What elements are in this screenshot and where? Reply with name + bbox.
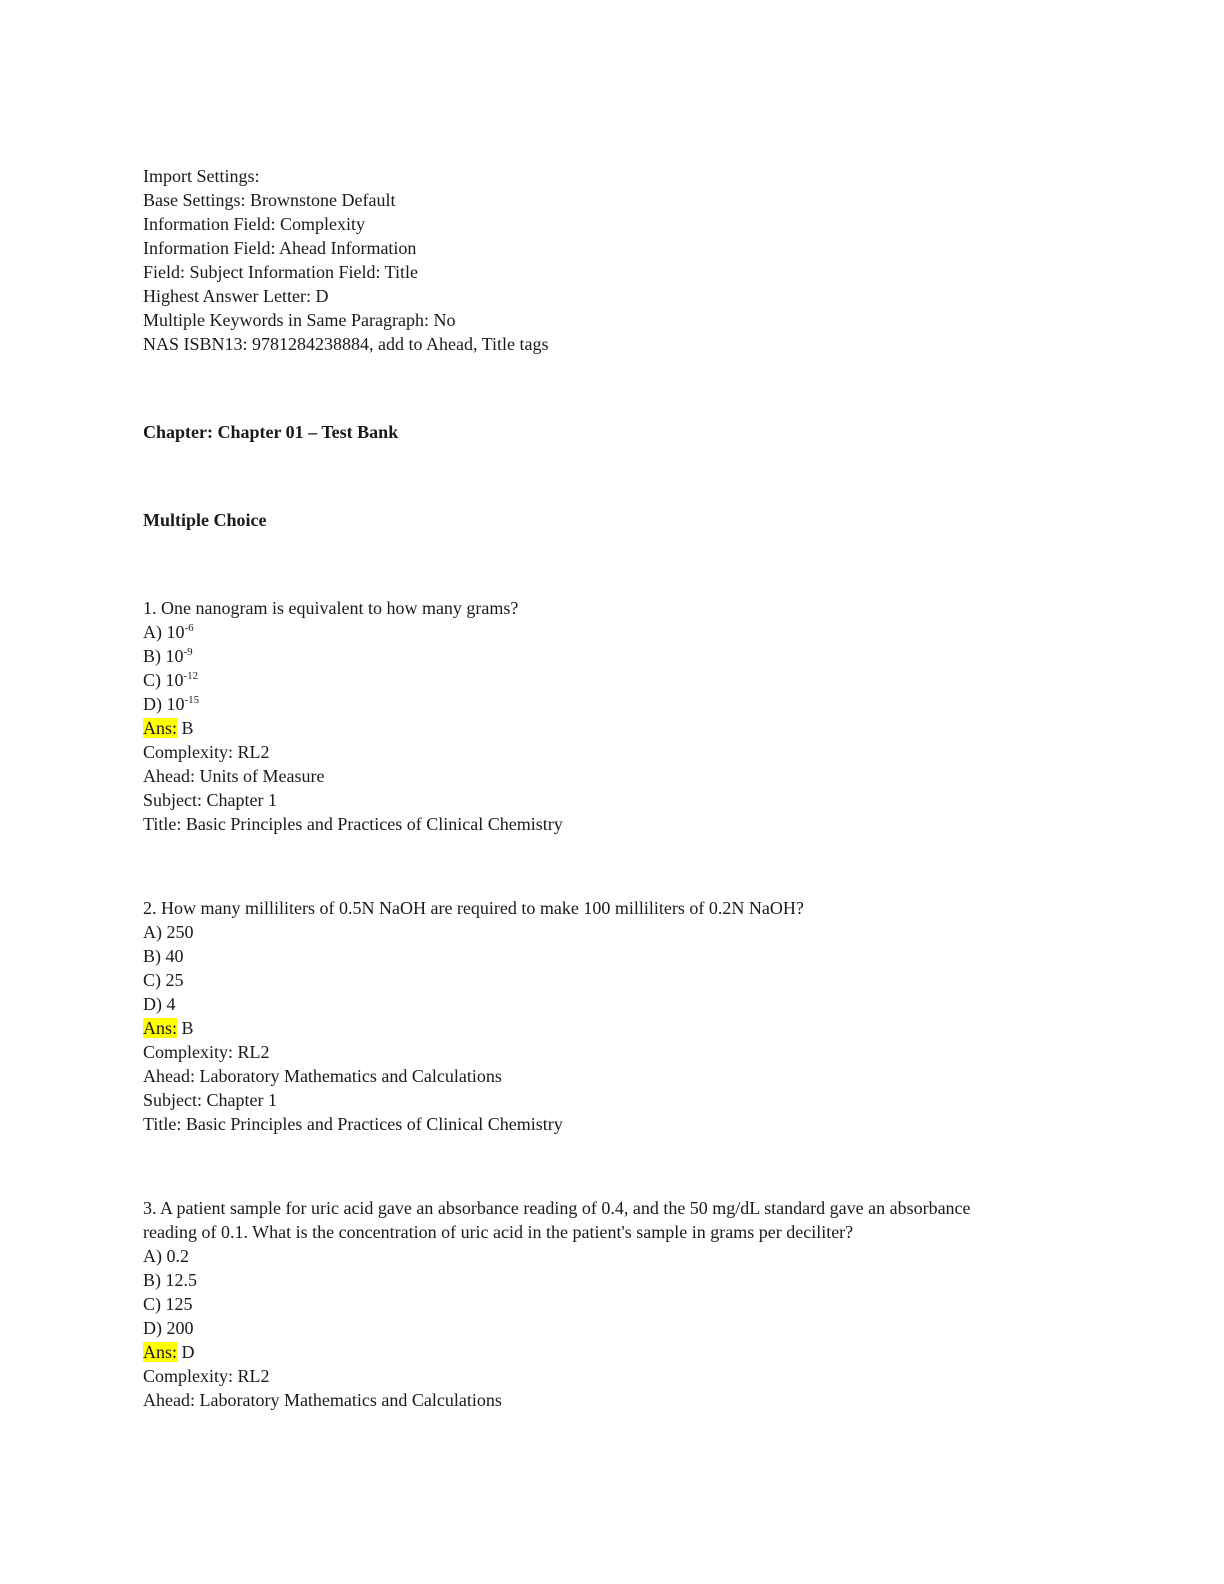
- question-stem: 2. How many milliliters of 0.5N NaOH are required to make 100 milliliters of 0.2N NaOH?: [143, 898, 804, 918]
- complexity-line: Complexity: RL2: [143, 1042, 270, 1062]
- import-settings-line: Information Field: Complexity: [143, 214, 365, 234]
- choice-label: A): [143, 622, 167, 642]
- import-settings-line: NAS ISBN13: 9781284238884, add to Ahead, Title tags: [143, 334, 549, 354]
- answer-line: [143, 1340, 1043, 1364]
- complexity-line: Complexity: RL2: [143, 742, 270, 762]
- choice-a: [143, 620, 1043, 644]
- ahead-line: Ahead: Laboratory Mathematics and Calculations: [143, 1390, 502, 1410]
- title-line: Title: Basic Principles and Practices of Clinical Chemistry: [143, 1114, 563, 1134]
- chapter-heading: Chapter: Chapter 01 – Test Bank: [143, 422, 399, 442]
- choice-exponent: -12: [183, 670, 199, 682]
- import-settings-line: Field: Subject Information Field: Title: [143, 262, 419, 282]
- answer-line: [143, 716, 1043, 740]
- answer-label: Ans:: [143, 718, 178, 738]
- choice-label: C): [143, 670, 166, 690]
- choice-c: C) 25: [143, 970, 184, 990]
- title-line: Title: Basic Principles and Practices of Clinical Chemistry: [143, 814, 563, 834]
- page-content: [143, 164, 1043, 1412]
- choice-base: 10: [166, 694, 185, 714]
- import-settings-line: Information Field: Ahead Information: [143, 238, 417, 258]
- choice-base: 10: [165, 646, 184, 666]
- choice-c: C) 125: [143, 1294, 193, 1314]
- answer-value: B: [177, 718, 194, 738]
- choice-base: 10: [166, 622, 185, 642]
- choice-exponent: -9: [183, 646, 193, 658]
- subject-line: Subject: Chapter 1: [143, 790, 277, 810]
- answer-value: D: [177, 1342, 195, 1362]
- choice-label: D): [143, 694, 167, 714]
- question-1: [143, 596, 1043, 836]
- choice-b: [143, 644, 1043, 668]
- choice-d: D) 200: [143, 1318, 194, 1338]
- complexity-line: Complexity: RL2: [143, 1366, 270, 1386]
- import-settings: [143, 164, 1043, 356]
- subject-line: Subject: Chapter 1: [143, 1090, 277, 1110]
- import-settings-line: Highest Answer Letter: D: [143, 286, 329, 306]
- question-3: [143, 1196, 1043, 1412]
- import-settings-line: Multiple Keywords in Same Paragraph: No: [143, 310, 456, 330]
- question-stem: 1. One nanogram is equivalent to how many grams?: [143, 598, 519, 618]
- choice-exponent: -6: [184, 622, 194, 634]
- choice-a: A) 0.2: [143, 1246, 189, 1266]
- question-2: [143, 896, 1043, 1136]
- import-settings-line: Base Settings: Brownstone Default: [143, 190, 396, 210]
- ahead-line: Ahead: Units of Measure: [143, 766, 325, 786]
- answer-line: [143, 1016, 1043, 1040]
- choice-d: D) 4: [143, 994, 176, 1014]
- answer-label: Ans:: [143, 1342, 178, 1362]
- choice-label: B): [143, 646, 166, 666]
- section-heading: Multiple Choice: [143, 510, 267, 530]
- choice-d: [143, 692, 1043, 716]
- choice-b: B) 40: [143, 946, 184, 966]
- import-settings-line: Import Settings:: [143, 166, 260, 186]
- ahead-line: Ahead: Laboratory Mathematics and Calculations: [143, 1066, 502, 1086]
- answer-label: Ans:: [143, 1018, 178, 1038]
- choice-a: A) 250: [143, 922, 194, 942]
- choice-exponent: -15: [184, 694, 200, 706]
- choice-base: 10: [165, 670, 184, 690]
- choice-b: B) 12.5: [143, 1270, 197, 1290]
- choice-c: [143, 668, 1043, 692]
- question-stem: 3. A patient sample for uric acid gave an absorbance reading of 0.4, and the 50 mg/dL standard gave an absorbance reading of 0.1. What is the concentration of uric acid in the patient's sample in grams per deciliter?: [143, 1198, 971, 1242]
- answer-value: B: [177, 1018, 194, 1038]
